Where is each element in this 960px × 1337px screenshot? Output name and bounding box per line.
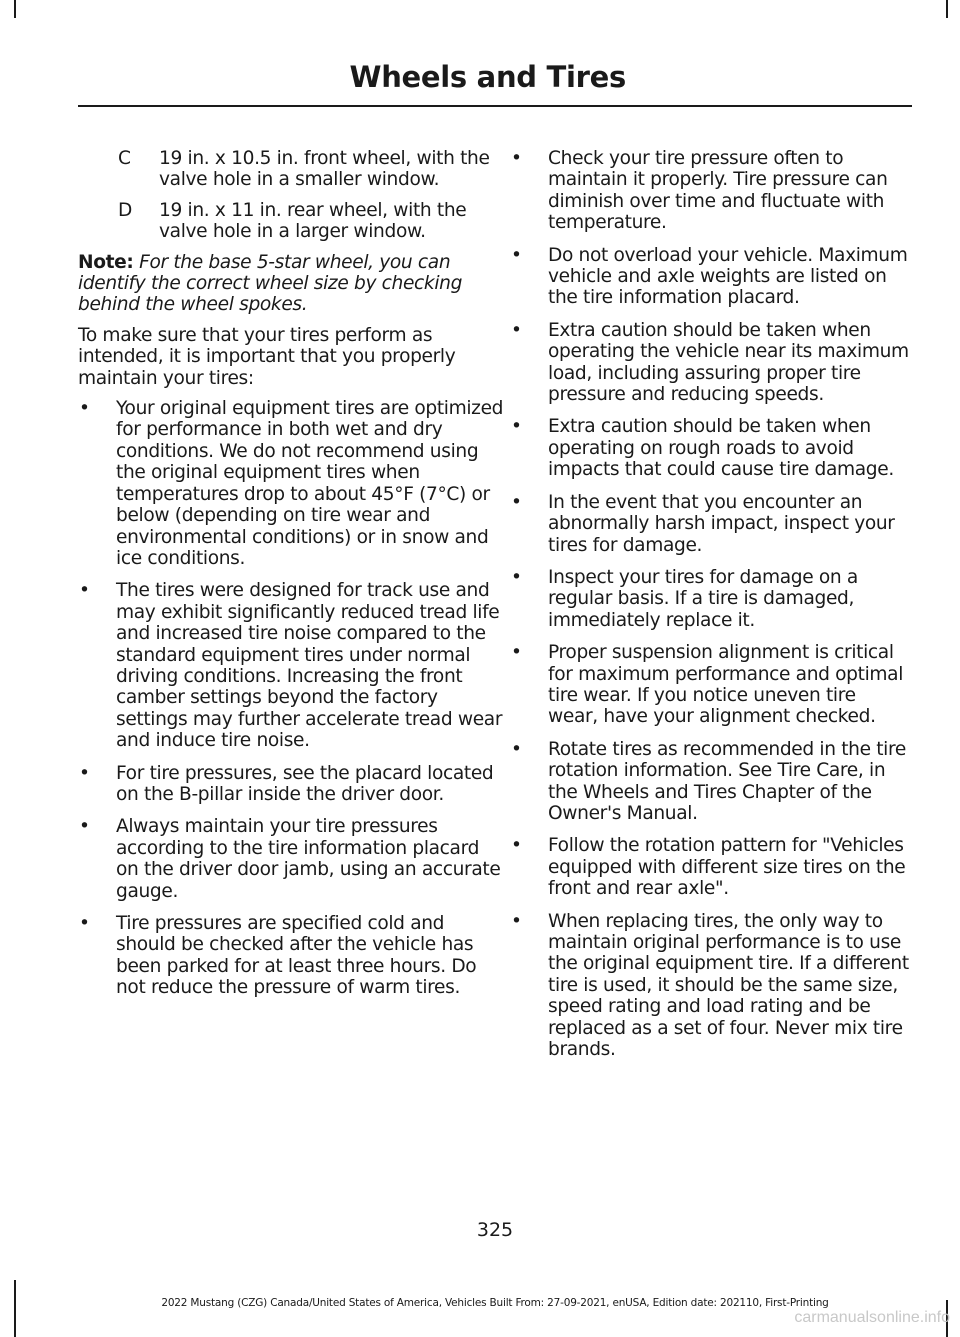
list-item-text: Your original equipment tires are optimized for performance in both wet and dry conditions. We do not recommend using the original equipment tires when temperatures drop to about 45°F (7°C) or below (depending on tire wear and environmental conditions) or in snow and ice conditions.	[116, 398, 504, 569]
definition-text: 19 in. x 11 in. rear wheel, with the valve hole in a larger window.	[159, 199, 467, 243]
list-item-text: Proper suspension alignment is critical for maximum performance and optimal tire wear. If you notice uneven tire wear, have your alignment checked.	[548, 642, 904, 728]
crop-mark-top-right	[946, 0, 948, 18]
bullet-icon: •	[511, 835, 522, 857]
crop-mark-top-left	[14, 0, 16, 18]
list-item	[510, 739, 910, 825]
list-item	[78, 763, 504, 806]
list-item-text: Always maintain your tire pressures according to the tire information placard on the driver door jamb, using an accurate gauge.	[116, 816, 501, 902]
bullet-icon: •	[79, 816, 90, 838]
intro-paragraph: To make sure that your tires perform as intended, it is important that you properly maintain your tires:	[78, 324, 456, 389]
watermark: carmanualsonline.info	[794, 1309, 950, 1326]
list-item-text: Extra caution should be taken when operating on rough roads to avoid impacts that could cause tire damage.	[548, 416, 894, 481]
list-item	[510, 642, 910, 728]
definition-key: D	[118, 199, 132, 221]
list-item-text: Tire pressures are specified cold and should be checked after the vehicle has been parked for at least three hours. Do not reduce the pressure of warm tires.	[116, 913, 477, 999]
right-bullet-list	[510, 148, 910, 1060]
definition-text: 19 in. x 10.5 in. front wheel, with the valve hole in a smaller window.	[159, 148, 490, 191]
bullet-icon: •	[511, 910, 522, 932]
list-item	[510, 911, 910, 1061]
bullet-icon: •	[511, 319, 522, 341]
list-item-text: Do not overload your vehicle. Maximum vehicle and axle weights are listed on the tire information placard.	[548, 244, 908, 309]
list-item	[78, 580, 504, 751]
list-item	[510, 148, 910, 234]
list-item	[510, 835, 910, 899]
bullet-icon: •	[511, 642, 522, 664]
bullet-icon: •	[79, 580, 90, 602]
bullet-icon: •	[511, 491, 522, 513]
list-item-text: Inspect your tires for damage on a regular basis. If a tire is damaged, immediately replace it.	[548, 566, 858, 631]
bullet-icon: •	[79, 762, 90, 784]
definition-key: C	[118, 148, 131, 169]
bullet-icon: •	[79, 398, 90, 420]
list-item-text: Check your tire pressure often to maintain it properly. Tire pressure can diminish over time and fluctuate with temperature.	[548, 148, 888, 234]
bullet-icon: •	[511, 244, 522, 266]
bullet-icon: •	[511, 416, 522, 438]
list-item	[510, 567, 910, 631]
left-column	[78, 148, 504, 1010]
header-divider	[78, 105, 912, 107]
note-label: Note:	[78, 251, 134, 273]
list-item	[510, 245, 910, 309]
page-number: 325	[476, 1219, 514, 1241]
list-item	[78, 816, 504, 902]
list-item-text: When replacing tires, the only way to maintain original performance is to use the original equipment tire. If a different tire is used, it should be the same size, speed rating and load rating and be replaced as a set of four. Never mix tire brands.	[548, 910, 909, 1061]
right-column	[510, 148, 910, 1071]
list-item-text: The tires were designed for track use and may exhibit significantly reduced tread life and increased tire noise compared to the standard equipment tires under normal driving conditions. Increasing the front camber settings beyond the factory settings may further accelerate tread wear and induce tire noise.	[116, 580, 503, 752]
left-bullet-list	[78, 398, 504, 999]
footer-edition-info: 2022 Mustang (CZG) Canada/United States of America, Vehicles Built From: 27-09-2021, enUSA, Edition date: 202110, First-Printing	[161, 1297, 829, 1309]
list-item-text: Rotate tires as recommended in the tire rotation information. See Tire Care, in the Wheels and Tires Chapter of the Owner's Manual.	[548, 738, 906, 824]
list-item	[78, 913, 504, 999]
bullet-icon: •	[511, 566, 522, 588]
page-title: Wheels and Tires	[349, 60, 626, 94]
bullet-icon: •	[511, 148, 522, 169]
list-item-text: For tire pressures, see the placard located on the B-pillar inside the driver door.	[116, 762, 494, 805]
list-item-text: Follow the rotation pattern for "Vehicles equipped with different size tires on the front and rear axle".	[548, 835, 906, 900]
list-item	[510, 416, 910, 480]
wheel-definition-c	[78, 148, 504, 191]
wheel-definition-d	[78, 200, 504, 243]
note-paragraph	[78, 252, 504, 316]
list-item	[510, 320, 910, 406]
bullet-icon: •	[79, 913, 90, 934]
bullet-icon: •	[511, 738, 522, 760]
list-item	[510, 492, 910, 556]
list-item-text: In the event that you encounter an abnormally harsh impact, inspect your tires for damage.	[548, 491, 895, 556]
note-text: For the base 5-star wheel, you can identify the correct wheel size by checking behind the wheel spokes.	[78, 251, 463, 316]
list-item	[78, 398, 504, 569]
list-item-text: Extra caution should be taken when operating the vehicle near its maximum load, including assuring proper tire pressure and reducing speeds.	[548, 319, 909, 406]
